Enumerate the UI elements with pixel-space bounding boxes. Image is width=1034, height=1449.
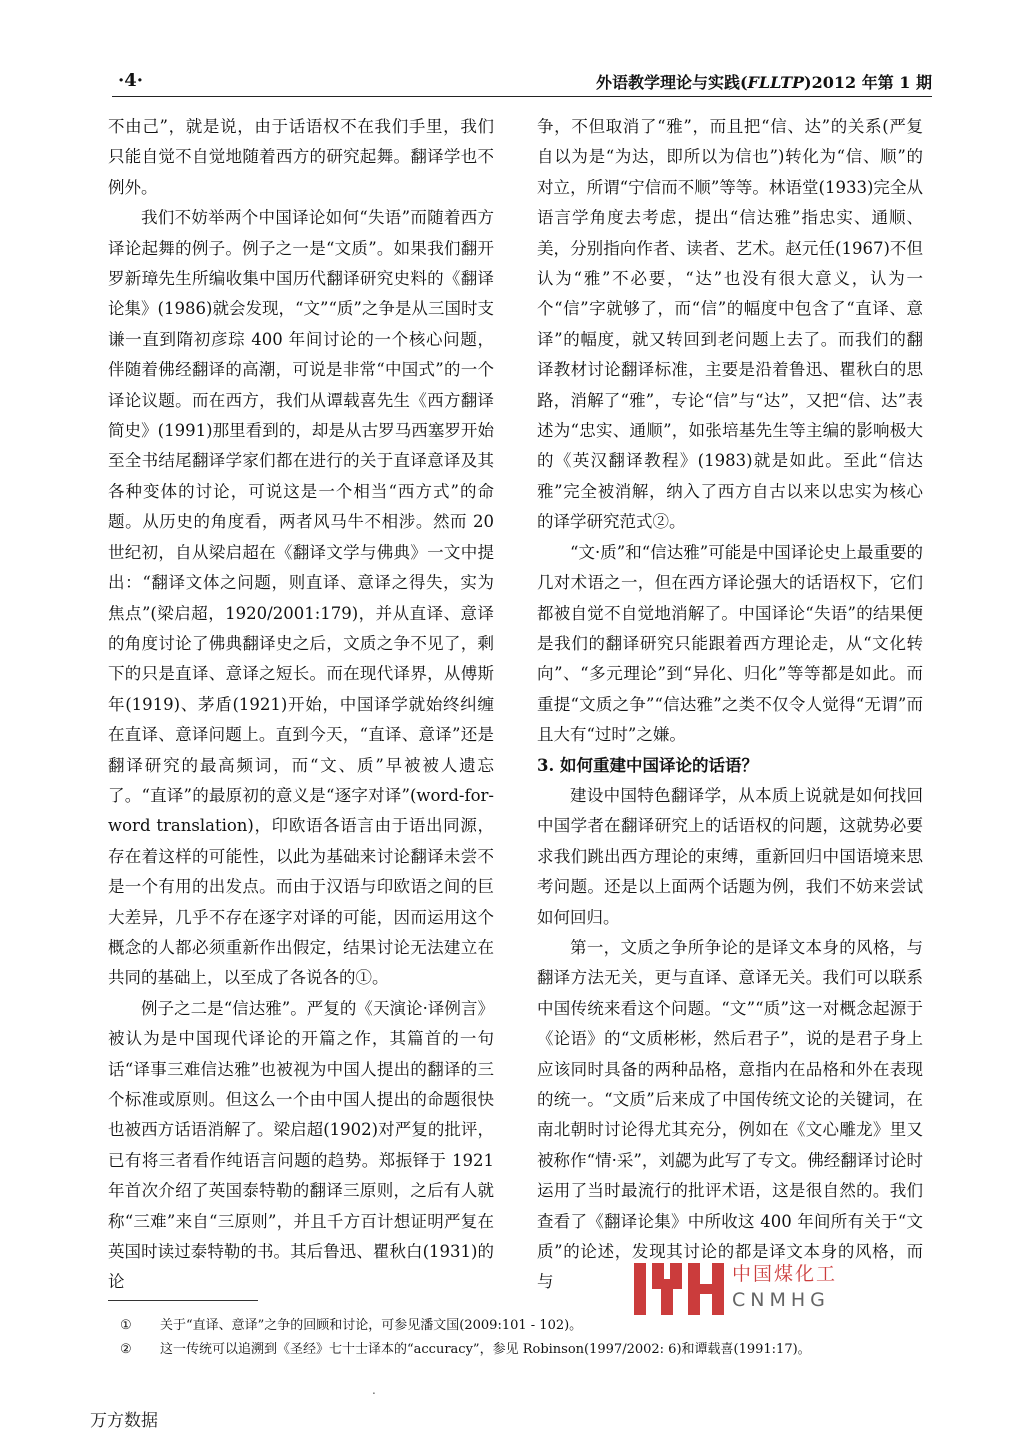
footnote-divider [108,1300,258,1301]
journal-abbr: FLLTP [747,73,805,92]
left-paragraph-2: 我们不妨举两个中国译论如何“失语”而随着西方译论起舞的例子。例子之一是“文质”。如果我们翻开罗新璋先生所编收集中国历代翻译研究史料的《翻译论集》(1986)就会发现，“文”“质”之争是从三国时支谦一直到隋初彦琮 400 年间讨论的一个核心问题，伴随着佛经翻译的高潮，可说是非常“中国式”的一个译论议题。而在西方，我们从谭载喜先生《西方翻译简史》(1991)那里看到的，却是从古罗马西塞罗开始至全书结尾翻译学家们都在进行的关于直译意译及其各种变体的讨论，可说这是一个相当“西方式”的命题。从历史的角度看，两者风马牛不相涉。然而 20 世纪初，自从梁启超在《翻译文学与佛典》一文中提出：“翻译文体之问题，则直译、意译之得失，实为焦点”(梁启超，1920/2001:179)，并从直译、意译的角度讨论了佛典翻译史之后，文质之争不见了，剩下的只是直译、意译之短长。而在现代译界，从傅斯年(1919)、茅盾(1921)开始，中国译学就始终纠缠在直译、意译问题上。直到今天，“直译、意译”还是翻译研究的最高频词，而“文、质”早被被人遗忘了。“直译”的最原初的意义是“逐字对译”(word-for-word translation)，印欧语各语言由于语出同源，存在着这样的可能性，以此为基础来讨论翻译未尝不是一个有用的出发点。而由于汉语与印欧语之间的巨大差异，几乎不存在逐字对译的可能，因而运用这个概念的人都必须重新作出假定，结果讨论无法建立在共同的基础上，以至成了各说各的①。 [108,208,494,988]
footnotes [120,1314,940,1362]
right-paragraph-3: 建设中国特色翻译学，从本质上说就是如何找回中国学者在翻译研究上的话语权的问题，这就势必要求我们跳出西方理论的束缚，重新回归中国语境来思考问题。还是以上面两个话题为例，我们不妨来尝试如何回归。 [537,785,923,927]
watermark-cn-text: 中国煤化工 [732,1263,838,1285]
page-number: ·4· [118,70,144,91]
bottom-mark: . [372,1383,376,1397]
watermark-logo-icon [632,1257,724,1317]
left-paragraph-3: 例子之二是“信达雅”。严复的《天演论·译例言》被认为是中国现代译论的开篇之作，其篇首的一句话“译事三难信达雅”也被视为中国人提出的翻译的三个标准或原则。但这么一个由中国人提出的命题很快也被西方话语消解了。梁启超(1902)对严复的批评，已有将三者看作纯语言问题的趋势。郑振铎于 1921 年首次介绍了英国泰特勒的翻译三原则，之后有人就称“三难”来自“三原则”，并且千方百计想证明严复在英国时读过泰特勒的书。其后鲁迅、瞿秋白(1931)的论 [108,998,494,1292]
footnote-1-mark: ① [120,1318,132,1333]
right-paragraph-4: 第一，文质之争所争论的是译文本身的风格，与翻译方法无关，更与直译、意译无关。我们可以联系中国传统来看这个问题。“文”“质”这一对概念起源于《论语》的“文质彬彬，然后君子”，说的是君子身上应该同时具备的两种品格，意指内在品格和外在表现的统一。“文质”后来成了中国传统文论的关键词，在南北朝时讨论得尤其充分，例如在《文心雕龙》里又被称作“情·采”，刘勰为此写了专文。佛经翻译讨论时运用了当时最流行的批评术语，这是很自然的。我们查看了《翻译论集》中所收这 400 年间所有关于“文质”的论述，发现其讨论的都是译文本身的风格，而与 [537,937,923,1292]
left-column [108,112,494,1298]
running-header [112,66,932,97]
left-paragraph-1: 不由己”，就是说，由于话语权不在我们手里，我们只能自觉不自觉地随着西方的研究起舞。翻译学也不例外。 [108,117,494,197]
footnote-2-mark: ② [120,1342,132,1357]
right-paragraph-2: “文·质”和“信达雅”可能是中国译论史上最重要的几对术语之一，但在西方译论强大的话语权下，它们都被自觉不自觉地消解了。中国译论“失语”的结果便是我们的翻译研究只能跟着西方理论走，从“文化转向”、“多元理论”到“异化、归化”等等都是如此。而重提“文质之争”“信达雅”之类不仅令人觉得“无谓”而且大有“过时”之嫌。 [537,542,923,745]
watermark-en-text: CNMHG [732,1289,830,1311]
source-label: 万方数据 [90,1411,158,1431]
journal-suffix: )2012 年第 1 期 [804,73,932,92]
right-column [537,112,923,1298]
journal-prefix: 外语教学理论与实践( [595,73,748,92]
section-heading: 3. 如何重建中国译论的话语？ [537,755,758,775]
footnote-1 [120,1314,940,1338]
footnote-1-text: 关于“直译、意译”之争的回顾和讨论，可参见潘文国(2009:101 - 102)。 [160,1318,583,1333]
footnote-2-text: 这一传统可以追溯到《圣经》七十士译本的“accuracy”，参见 Robinson(1997/2002: 6)和谭载喜(1991:17)。 [160,1342,811,1357]
journal-title [596,70,932,93]
right-paragraph-1: 争，不但取消了“雅”，而且把“信、达”的关系(严复自以为是“为达，即所以为信也”)转化为“信、顺”的对立，所谓“宁信而不顺”等等。林语堂(1933)完全从语言学角度去考虑，提出“信达雅”指忠实、通顺、美，分别指向作者、读者、艺术。赵元任(1967)不但认为“雅”不必要，“达”也没有很大意义，认为一个“信”字就够了，而“信”的幅度中包含了“直译、意译”的幅度，就又转回到老问题上去了。而我们的翻译教材讨论翻译标准，主要是沿着鲁迅、瞿秋白的思路，消解了“雅”，专论“信”与“达”，又把“信、达”表述为“忠实、通顺”，如张培基先生等主编的影响极大的《英汉翻译教程》(1983)就是如此。至此“信达雅”完全被消解，纳入了西方自古以来以忠实为核心的译学研究范式②。 [537,117,923,532]
watermark [632,1257,842,1321]
footnote-2 [120,1338,940,1362]
